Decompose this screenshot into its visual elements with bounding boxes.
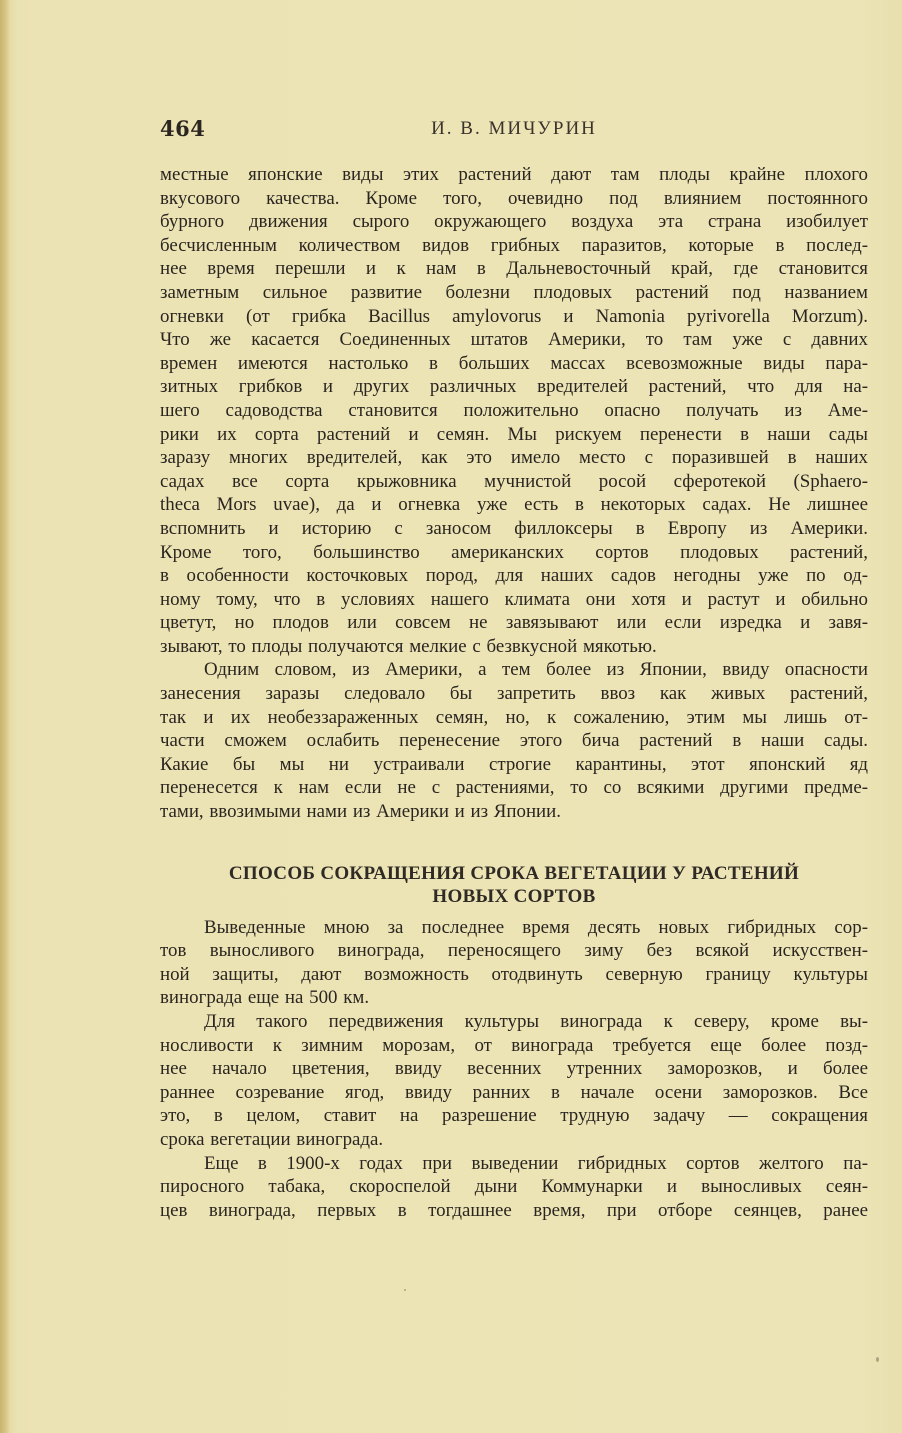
text-line: это, в целом, ставит на разрешение трудную задачу — сокращения <box>160 1105 868 1127</box>
paper-speck <box>404 1289 406 1291</box>
text-line: занесения заразы следовало бы запретить ввоз как живых растений, <box>160 683 868 705</box>
page-header <box>160 116 868 144</box>
text-line: времен имеются настолько в больших массах всевозможные виды пара- <box>160 352 868 374</box>
text-line: в особенности косточковых пород, для наших садов негодны уже по од- <box>160 565 868 587</box>
text-line: раннее созревание ягод, ввиду ранних в начале осени заморозков. Все <box>160 1081 868 1103</box>
text-line: вспомнить и историю с заносом филлоксеры в Европу из Америки. <box>160 517 868 539</box>
text-line: рики их сорта растений и семян. Мы рискуем перенести в наши сады <box>160 423 868 445</box>
running-head-author: И. В. МИЧУРИН <box>431 118 597 139</box>
page-binding-edge <box>0 0 10 1433</box>
text-line: Выведенные мною за последнее время десять новых гибридных сор- <box>204 916 868 938</box>
text-line: винограда еще на 500 км. <box>160 987 370 1009</box>
section-title: СПОСОБ СОКРАЩЕНИЯ СРОКА ВЕГЕТАЦИИ У РАСТЕНИЙ <box>228 862 800 884</box>
text-line: Одним словом, из Америки, а тем более из Японии, ввиду опасности <box>204 659 868 681</box>
text-line: носливости к зимним морозам, от винограда требуется еще более позд- <box>160 1034 868 1056</box>
text-line: бурного движения сырого окружающего воздуха эта страна изобилует <box>160 211 868 233</box>
page-number: 464 <box>160 116 206 141</box>
text-line: тов выносливого винограда, переносящего зиму без всякой искусствен- <box>160 940 868 962</box>
text-line: зитных грибков и других различных вредителей растений, что для на- <box>160 376 868 398</box>
text-line: theca Mors uvae), да и огневка уже есть в некоторых садах. Не лишнее <box>160 494 868 516</box>
text-line: Какие бы мы ни устраивали строгие карантины, этот японский яд <box>160 753 868 775</box>
section-title-continued: НОВЫХ СОРТОВ <box>432 885 596 907</box>
text-line: зывают, то плоды получаются мелкие с безвкусной мякотью. <box>160 635 657 657</box>
text-line: шего садоводства становится положительно опасно получать из Аме- <box>160 399 868 421</box>
text-line: пиросного табака, скороспелой дыни Коммунарки и выносливых сеян- <box>160 1176 868 1198</box>
text-line: вкусового качества. Кроме того, очевидно под влиянием постоянного <box>160 187 868 209</box>
page-body <box>160 163 868 1222</box>
text-line: цветут, но плодов или совсем не завязывают или если изредка и завя- <box>160 612 868 634</box>
text-line: цев винограда, первых в тогдашнее время, при отборе сеянцев, ранее <box>160 1199 868 1221</box>
paper-speck <box>876 1357 879 1362</box>
text-line: садах все сорта крыжовника мучнистой росой сферотекой (Sphaero- <box>160 470 868 492</box>
text-line: нее начало цветения, ввиду весенних утренних заморозков, и более <box>160 1058 868 1080</box>
text-line: Что же касается Соединенных штатов Америки, то там уже с давних <box>160 329 868 351</box>
text-line: нее время перешли и к нам в Дальневосточный край, где становится <box>160 258 868 280</box>
text-line: перенесется к нам если не с растениями, то со всякими другими предме- <box>160 777 868 799</box>
text-line: заразу многих вредителей, как это имело место с поразившей в наших <box>160 447 868 469</box>
text-line: заметным сильное развитие болезни плодовых растений под названием <box>160 281 868 303</box>
text-line: Для такого передвижения культуры винограда к северу, кроме вы- <box>204 1011 868 1032</box>
text-line: Еще в 1900-х годах при выведении гибридных сортов желтого па- <box>204 1152 868 1174</box>
text-line: Кроме того, большинство американских сортов плодовых растений, <box>160 541 868 563</box>
text-line: срока вегетации винограда. <box>160 1128 384 1150</box>
text-line: тами, ввозимыми нами из Америки и из Японии. <box>160 801 561 823</box>
text-line: местные японские виды этих растений дают там плоды крайне плохого <box>160 164 868 185</box>
text-line: части сможем ослабить перенесение этого бича растений в наши сады. <box>160 730 868 752</box>
text-line: бесчисленным количеством видов грибных паразитов, которые в послед- <box>160 234 868 256</box>
text-line: ному тому, что в условиях нашего климата они хотя и растут и обильно <box>160 588 868 610</box>
text-line: ной защиты, дают возможность отодвинуть северную границу культуры <box>160 963 868 985</box>
text-line: так и их необеззараженных семян, но, к сожалению, этим мы лишь от- <box>160 706 868 728</box>
text-line: огневки (от грибка Bacillus amylovorus и Namonia pyrivorella Morzum). <box>160 305 868 327</box>
